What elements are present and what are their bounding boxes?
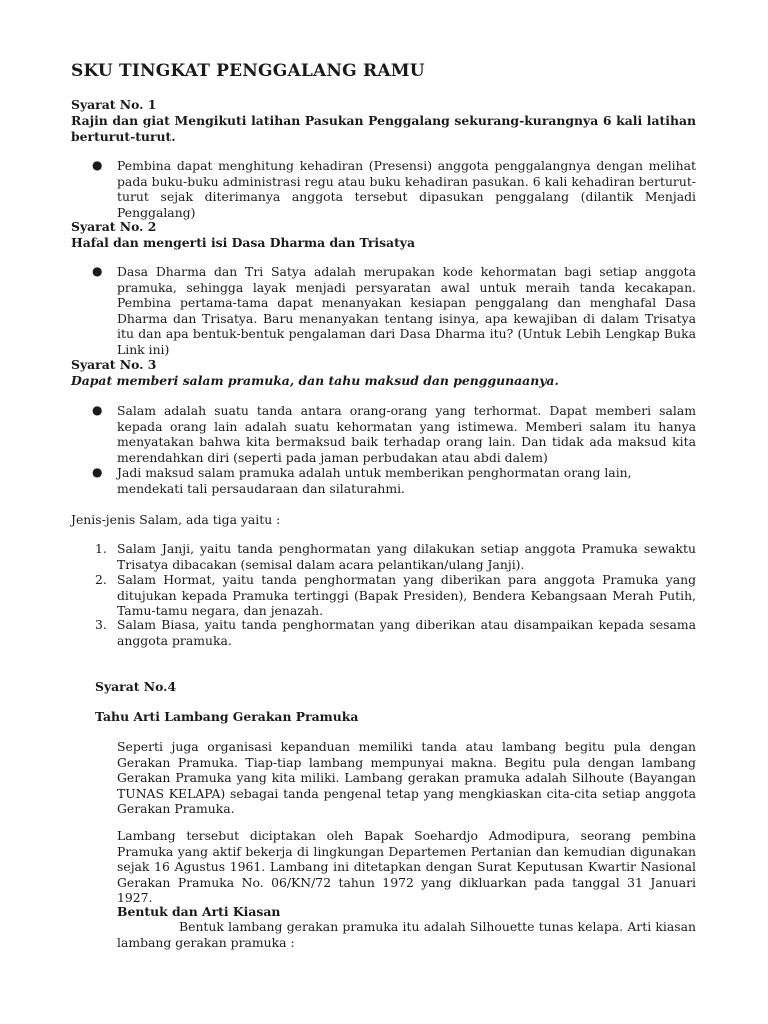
syarat-2-subtitle: Hafal dan mengerti isi Dasa Dharma dan Trisatya: [71, 235, 416, 250]
list-number: 1.: [95, 541, 107, 556]
jenis-salam-intro: Jenis-jenis Salam, ada tiga yaitu :: [71, 512, 281, 527]
list-item-salam-janji: Salam Janji, yaitu tanda penghormatan yang dilakukan setiap anggota Pramuka sewaktu Trisatya dibacakan (semisal dalam acara pelantikan/ulang Janji).: [117, 541, 696, 572]
bentuk-heading: Bentuk dan Arti Kiasan: [117, 904, 281, 919]
bullet-icon: ●: [92, 158, 103, 172]
syarat-4-paragraph-1: Seperti juga organisasi kepanduan memiliki tanda atau lambang begitu pula dengan Gerakan Pramuka. Tiap-tiap lambang mempunyai makna. Begitu pula dengan lambang Gerakan Pramuka yang kita miliki. Lambang gerakan pramuka adalah Silhoute (Bayangan TUNAS KELAPA) sebagai tanda pengenal tetap yang mengkiaskan cita-cita setiap anggota Gerakan Pramuka.: [117, 739, 696, 817]
page-title: SKU TINGKAT PENGGALANG RAMU: [71, 61, 425, 81]
bullet-icon: ●: [92, 403, 103, 417]
syarat-3-bullet-2: Jadi maksud salam pramuka adalah untuk memberikan penghormatan orang lain, mendekati tali persaudaraan dan silaturahmi.: [117, 465, 632, 496]
list-number: 3.: [95, 617, 107, 632]
syarat-4-heading: Syarat No.4: [95, 679, 177, 694]
list-item-salam-hormat: Salam Hormat, yaitu tanda penghormatan yang diberikan para anggota Pramuka yang ditujukan kepada Pramuka tertinggi (Bapak Presiden), Bendera Kebangsaan Merah Putih, Tamu-tamu negara, dan jenazah.: [117, 572, 696, 619]
syarat-2-bullet: Dasa Dharma dan Tri Satya adalah merupakan kode kehormatan bagi setiap anggota pramuka, sehingga layak menjadi persyaratan awal untuk meraih tanda kecakapan. Pembina pertama-tama dapat menanyakan kesiapan penggalang dan menghafal Dasa Dharma dan Trisatya. Baru menanyakan tentang isinya, apa kewajiban di dalam Trisatya itu dan apa bentuk-bentuk pengalaman dari Dasa Dharma itu? (Untuk Lebih Lengkap Buka Link ini): [117, 264, 696, 357]
bullet-icon: ●: [92, 264, 103, 278]
bullet-icon: ●: [92, 465, 103, 479]
syarat-2-heading: Syarat No. 2: [71, 219, 157, 234]
syarat-1-heading: Syarat No. 1: [71, 97, 157, 112]
syarat-4-paragraph-2: Lambang tersebut diciptakan oleh Bapak Soehardjo Admodipura, seorang pembina Pramuka yang aktif bekerja di lingkungan Departemen Pertanian dan kemudian digunakan sejak 16 Agustus 1961. Lambang ini ditetapkan dengan Surat Keputusan Kwartir Nasional Gerakan Pramuka No. 06/KN/72 tahun 1972 yang dikluarkan pada tanggal 31 Januari 1927.: [117, 828, 696, 906]
syarat-3-bullet-1: Salam adalah suatu tanda antara orang-orang yang terhormat. Dapat memberi salam kepada orang lain adalah suatu kehormatan yang istimewa. Memberi salam itu hanya menyatakan bahwa kita bermaksud baik terhadap orang lain. Dan tidak ada maksud kita merendahkan diri (seperti pada jaman perbudakan atau abdi dalem): [117, 403, 696, 465]
list-item-salam-biasa: Salam Biasa, yaitu tanda penghormatan yang diberikan atau disampaikan kepada sesama anggota pramuka.: [117, 617, 696, 648]
list-number: 2.: [95, 572, 107, 587]
syarat-3-heading: Syarat No. 3: [71, 357, 157, 372]
syarat-4-subtitle: Tahu Arti Lambang Gerakan Pramuka: [95, 709, 359, 724]
syarat-3-subtitle: Dapat memberi salam pramuka, dan tahu maksud dan penggunaanya.: [71, 373, 559, 388]
syarat-1-bullet: Pembina dapat menghitung kehadiran (Presensi) anggota penggalangnya dengan melihat pada buku-buku administrasi regu atau buku kehadiran pasukan. 6 kali kehadiran berturut-turut sejak diterimanya anggota tersebut dipasukan penggalang (dilantik Menjadi Penggalang): [117, 158, 696, 220]
bentuk-text: Bentuk lambang gerakan pramuka itu adalah Silhouette tunas kelapa. Arti kiasan lambang gerakan pramuka :: [117, 919, 696, 950]
syarat-1-subtitle: Rajin dan giat Mengikuti latihan Pasukan Penggalang sekurang-kurangnya 6 kali latihan berturut-turut.: [71, 113, 696, 144]
